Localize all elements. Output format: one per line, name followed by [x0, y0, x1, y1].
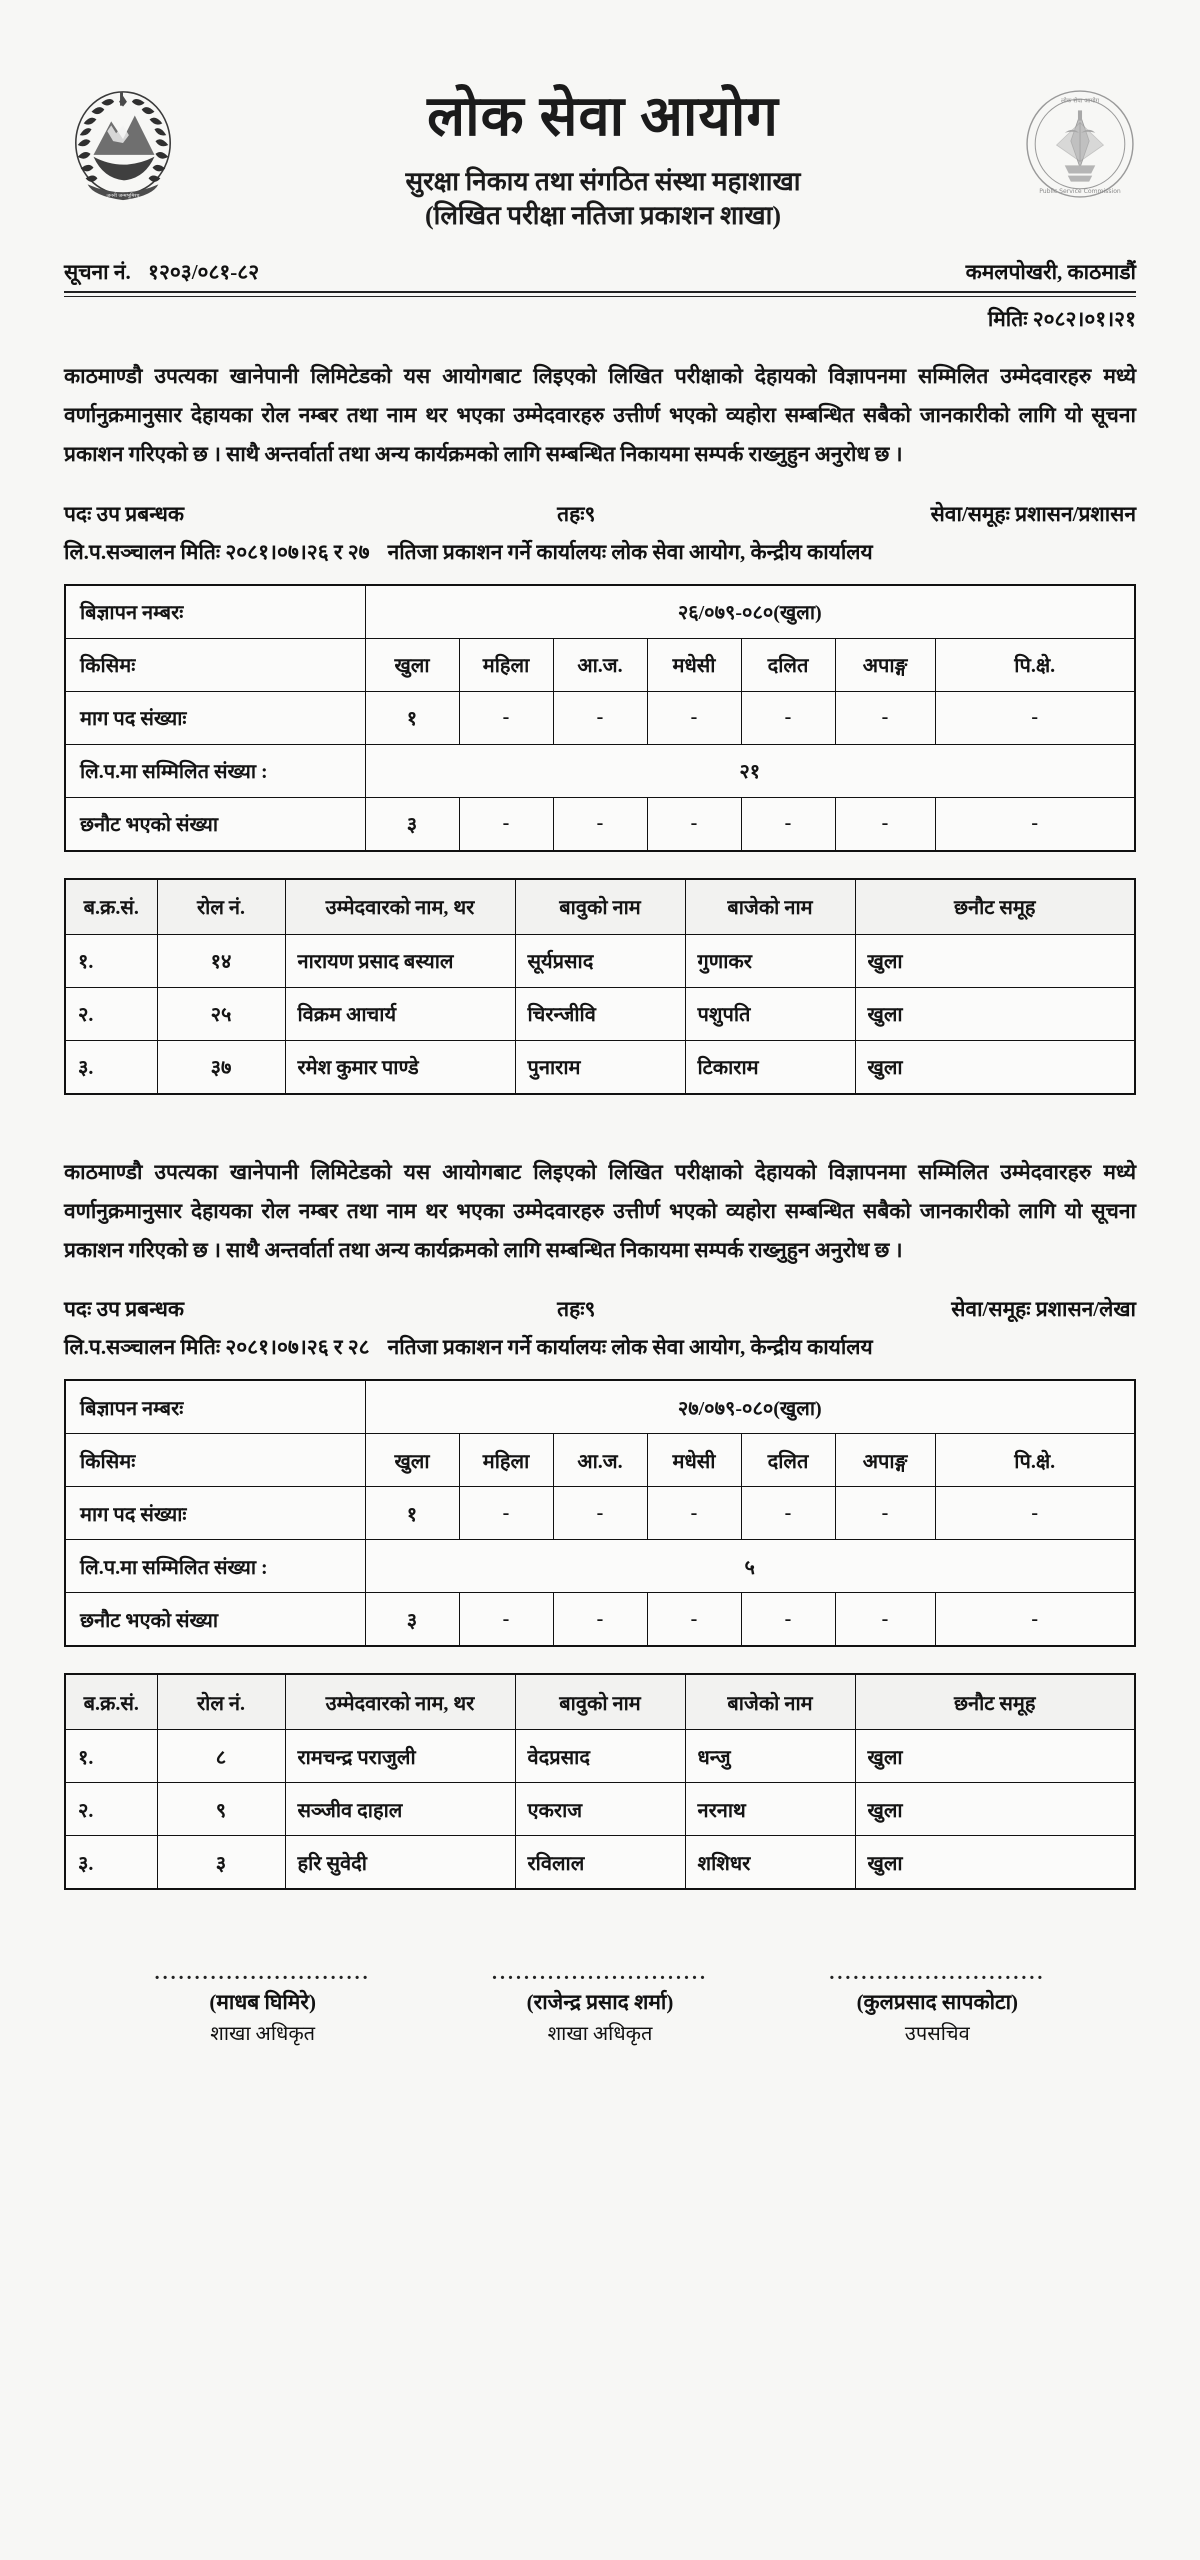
cell-name: सञ्जीव दाहाल: [285, 1783, 515, 1836]
branch-title: (लिखित परीक्षा नतिजा प्रकाशन शाखा): [424, 200, 782, 230]
appeared-value: ५: [365, 1540, 1135, 1593]
section-2-exam-date: [64, 1333, 370, 1361]
cell-father: एकराज: [515, 1783, 685, 1836]
section-1-candidates-table: [64, 878, 1136, 1095]
column-header-group: छनौट समूह: [855, 1674, 1135, 1730]
table-row: [65, 1783, 1135, 1836]
signature-line: ...........................: [491, 1962, 708, 1985]
cell-grandfather: पशुपति: [685, 987, 855, 1040]
section-2-meta-row: [64, 1295, 1136, 1323]
column-header-name: उम्मेदवारको नाम, थर: [285, 1674, 515, 1730]
selected-value: -: [553, 797, 647, 851]
signature-designation: उपसचिव: [904, 2022, 970, 2045]
level-value: ९: [584, 501, 596, 526]
cell-roll: ९: [157, 1783, 285, 1836]
cell-name: नारायण प्रसाद बस्याल: [285, 934, 515, 987]
exam-date-value: २०८१।०७।२६ र २८: [225, 1335, 370, 1360]
table-row: [65, 987, 1135, 1040]
cell-serial: १.: [65, 934, 157, 987]
table-row: [65, 1487, 1135, 1540]
table-row: [65, 638, 1135, 691]
demand-posts-label: माग पद संख्याः: [65, 1487, 365, 1540]
table-row: [65, 1380, 1135, 1434]
signature-3: [822, 1962, 1052, 2049]
selected-value: -: [553, 1593, 647, 1647]
cell-serial: २.: [65, 1783, 157, 1836]
selected-value: -: [459, 797, 553, 851]
cell-roll: ३: [157, 1836, 285, 1890]
signature-line: ...........................: [154, 1962, 371, 1985]
category-header: दलित: [741, 638, 835, 691]
appeared-label: लि.प.मा सम्मिलित संख्या :: [65, 1540, 365, 1593]
demand-posts-value: -: [835, 691, 935, 744]
notice-date: मितिः २०८२।०१।२१: [987, 307, 1136, 332]
page-title: लोक सेवा आयोग: [427, 86, 779, 148]
kisim-label: किसिमः: [65, 1434, 365, 1487]
document-header: [64, 56, 1136, 232]
exam-date-value: २०८१।०७।२६ र २७: [225, 539, 370, 564]
cell-group: खुला: [855, 934, 1135, 987]
selected-value: -: [835, 797, 935, 851]
selected-value: ३: [365, 797, 459, 851]
ad-number-label: बिज्ञापन नम्बरः: [65, 585, 365, 639]
signature-line: ...........................: [829, 1962, 1046, 1985]
exam-date-label: लि.प.सञ्चालन मितिः: [64, 539, 221, 564]
cell-serial: २.: [65, 987, 157, 1040]
cell-serial: ३.: [65, 1836, 157, 1890]
svg-text:जननी जन्मभूमिश्च: जननी जन्मभूमिश्च: [106, 193, 140, 200]
category-header: अपाङ्ग: [835, 1434, 935, 1487]
category-header: दलित: [741, 1434, 835, 1487]
section-2-post: [64, 1295, 557, 1323]
category-header: आ.ज.: [553, 638, 647, 691]
notice-number-label: सूचना नं.: [64, 260, 131, 285]
column-header-serial: ब.क्र.सं.: [65, 879, 157, 935]
selected-label: छनौट भएको संख्या: [65, 797, 365, 851]
demand-posts-value: -: [935, 691, 1135, 744]
post-value: उप प्रबन्धक: [96, 501, 185, 526]
notice-paragraph-1: काठमाण्डौ उपत्यका खानेपानी लिमिटेडको यस आयोगबाट लिइएको लिखित परीक्षाको देहायको विज्ञापनमा सम्मिलित उम्मेदवारहरु मध्ये वर्णानुक्रमानुसार देहायका रोल नम्बर तथा नाम थर भएका उम्मेदवारहरु उत्तीर्ण भएको व्यहोरा सम्बन्धित सबैको जानकारीको लागि यो सूचना प्रकाशन गरिएको छ । साथै अन्तर्वार्ता तथा अन्य कार्यक्रमको लागि सम्बन्धित निकायमा सम्पर्क राख्नुहुन अनुरोध छ ।: [64, 364, 1136, 466]
level-label: तहः: [557, 1297, 585, 1322]
selected-value: -: [459, 1593, 553, 1647]
cell-name: विक्रम आचार्य: [285, 987, 515, 1040]
cell-grandfather: टिकाराम: [685, 1040, 855, 1094]
cell-roll: २५: [157, 987, 285, 1040]
section-1-exam-date: [64, 538, 370, 566]
title-block: [182, 82, 1024, 232]
demand-posts-value: -: [553, 691, 647, 744]
column-header-roll: रोल नं.: [157, 879, 285, 935]
notice-number-row: [64, 258, 1136, 286]
cell-father: चिरन्जीवि: [515, 987, 685, 1040]
column-header-serial: ब.क्र.सं.: [65, 1674, 157, 1730]
cell-roll: १४: [157, 934, 285, 987]
post-label: पदः: [64, 501, 92, 526]
section-2-publishing-office: [388, 1333, 1136, 1361]
header-divider: [64, 291, 1136, 297]
category-header: महिला: [459, 1434, 553, 1487]
cell-roll: ८: [157, 1730, 285, 1783]
signature-name: (कुलप्रसाद सापकोटा): [856, 1990, 1019, 2015]
kisim-label: किसिमः: [65, 638, 365, 691]
category-header: अपाङ्ग: [835, 638, 935, 691]
demand-posts-value: १: [365, 1487, 459, 1540]
table-row: [65, 691, 1135, 744]
signature-1: [148, 1962, 378, 2049]
cell-name: हरि सुवेदी: [285, 1836, 515, 1890]
cell-serial: ३.: [65, 1040, 157, 1094]
table-row: [65, 797, 1135, 851]
section-1-summary-table: [64, 584, 1136, 852]
selected-value: -: [935, 1593, 1135, 1647]
cell-name: रामचन्द्र पराजुली: [285, 1730, 515, 1783]
section-2-candidates-table: [64, 1673, 1136, 1890]
demand-posts-label: माग पद संख्याः: [65, 691, 365, 744]
svg-text:Public Service Commission: Public Service Commission: [1039, 187, 1121, 195]
cell-group: खुला: [855, 1730, 1135, 1783]
column-header-father: बावुको नाम: [515, 1674, 685, 1730]
cell-group: खुला: [855, 1783, 1135, 1836]
cell-father: सूर्यप्रसाद: [515, 934, 685, 987]
cell-roll: ३७: [157, 1040, 285, 1094]
demand-posts-value: -: [459, 1487, 553, 1540]
cell-serial: १.: [65, 1730, 157, 1783]
cell-grandfather: नरनाथ: [685, 1783, 855, 1836]
category-header: मधेसी: [647, 638, 741, 691]
section-1-service-group: [847, 500, 1136, 528]
selected-value: -: [835, 1593, 935, 1647]
publishing-office-value: लोक सेवा आयोग, केन्द्रीय कार्यालय: [611, 539, 873, 564]
selected-label: छनौट भएको संख्या: [65, 1593, 365, 1647]
column-header-grandfather: बाजेको नाम: [685, 1674, 855, 1730]
section-2-level: [557, 1295, 846, 1323]
notice-number-value: १२०३/०८१-८२: [148, 260, 260, 285]
demand-posts-value: १: [365, 691, 459, 744]
publishing-office-value: लोक सेवा आयोग, केन्द्रीय कार्यालय: [611, 1335, 873, 1360]
psc-seal-icon: [1024, 88, 1136, 200]
category-header: पि.क्षे.: [935, 638, 1135, 691]
selected-value: -: [935, 797, 1135, 851]
department-title: सुरक्षा निकाय तथा संगठित संस्था महाशाखा: [405, 166, 801, 196]
table-header-row: [65, 879, 1135, 935]
section-2-service-group: [847, 1295, 1136, 1323]
ad-number-value: २६/०७९-०८०(खुला): [365, 585, 1135, 639]
table-row: [65, 934, 1135, 987]
section-1-meta-row2: [64, 538, 1136, 566]
publishing-office-label: नतिजा प्रकाशन गर्ने कार्यालयः: [387, 1335, 607, 1360]
table-row: [65, 1593, 1135, 1647]
cell-grandfather: धन्जु: [685, 1730, 855, 1783]
section-1-publishing-office: [388, 538, 1136, 566]
table-row: [65, 1434, 1135, 1487]
service-group-value: प्रशासन/प्रशासन: [1015, 501, 1136, 526]
signature-designation: शाखा अधिकृत: [547, 2022, 653, 2045]
table-row: [65, 1040, 1135, 1094]
demand-posts-value: -: [459, 691, 553, 744]
notice-place: कमलपोखरी, काठमाडौं: [965, 260, 1136, 285]
category-header: खुला: [365, 638, 459, 691]
post-value: उप प्रबन्धक: [96, 1297, 185, 1322]
section-2-meta-row2: [64, 1333, 1136, 1361]
ad-number-label: बिज्ञापन नम्बरः: [65, 1380, 365, 1434]
demand-posts-value: -: [741, 1487, 835, 1540]
signature-name: (माधब घिमिरे): [209, 1990, 316, 2015]
notice-paragraph-2: काठमाण्डौ उपत्यका खानेपानी लिमिटेडको यस आयोगबाट लिइएको लिखित परीक्षाको देहायको विज्ञापनमा सम्मिलित उम्मेदवारहरु मध्ये वर्णानुक्रमानुसार देहायका रोल नम्बर तथा नाम थर भएका उम्मेदवारहरु उत्तीर्ण भएको व्यहोरा सम्बन्धित सबैको जानकारीको लागि यो सूचना प्रकाशन गरिएको छ । साथै अन्तर्वार्ता तथा अन्य कार्यक्रमको लागि सम्बन्धित निकायमा सम्पर्क राख्नुहुन अनुरोध छ ।: [64, 1159, 1136, 1262]
table-row: [65, 1540, 1135, 1593]
publishing-office-label: नतिजा प्रकाशन गर्ने कार्यालयः: [387, 539, 607, 564]
selected-value: -: [741, 1593, 835, 1647]
section-1-post: [64, 500, 557, 528]
selected-value: -: [647, 797, 741, 851]
column-header-roll: रोल नं.: [157, 1674, 285, 1730]
demand-posts-value: -: [835, 1487, 935, 1540]
section-1-meta-row: [64, 500, 1136, 528]
demand-posts-value: -: [647, 1487, 741, 1540]
demand-posts-value: -: [741, 691, 835, 744]
notice-number: [64, 258, 259, 286]
column-header-group: छनौट समूह: [855, 879, 1135, 935]
cell-grandfather: गुणाकर: [685, 934, 855, 987]
signature-designation: शाखा अधिकृत: [210, 2022, 316, 2045]
selected-value: ३: [365, 1593, 459, 1647]
table-row: [65, 1730, 1135, 1783]
table-row: [65, 744, 1135, 797]
demand-posts-value: -: [935, 1487, 1135, 1540]
cell-name: रमेश कुमार पाण्डे: [285, 1040, 515, 1094]
category-header: महिला: [459, 638, 553, 691]
cell-father: रविलाल: [515, 1836, 685, 1890]
category-header: खुला: [365, 1434, 459, 1487]
table-row: [65, 1836, 1135, 1890]
cell-group: खुला: [855, 1836, 1135, 1890]
service-group-label: सेवा/समूहः: [930, 501, 1010, 526]
signature-2: [485, 1962, 715, 2049]
category-header: आ.ज.: [553, 1434, 647, 1487]
appeared-label: लि.प.मा सम्मिलित संख्या :: [65, 744, 365, 797]
selected-value: -: [647, 1593, 741, 1647]
signature-block: [64, 1962, 1136, 2049]
category-header: पि.क्षे.: [935, 1434, 1135, 1487]
selected-value: -: [741, 797, 835, 851]
level-label: तहः: [557, 501, 585, 526]
demand-posts-value: -: [553, 1487, 647, 1540]
nepal-government-emblem-icon: [64, 82, 182, 208]
svg-text:लोक सेवा आयोग: लोक सेवा आयोग: [1060, 97, 1100, 105]
column-header-grandfather: बाजेको नाम: [685, 879, 855, 935]
cell-group: खुला: [855, 1040, 1135, 1094]
section-1-level: [557, 500, 846, 528]
signature-name: (राजेन्द्र प्रसाद शर्मा): [526, 1990, 674, 2015]
appeared-value: २१: [365, 744, 1135, 797]
service-group-value: प्रशासन/लेखा: [1035, 1297, 1136, 1322]
category-header: मधेसी: [647, 1434, 741, 1487]
post-label: पदः: [64, 1297, 92, 1322]
level-value: ९: [584, 1297, 596, 1322]
cell-grandfather: शशिधर: [685, 1836, 855, 1890]
cell-father: वेदप्रसाद: [515, 1730, 685, 1783]
cell-group: खुला: [855, 987, 1135, 1040]
table-header-row: [65, 1674, 1135, 1730]
demand-posts-value: -: [647, 691, 741, 744]
exam-date-label: लि.प.सञ्चालन मितिः: [64, 1335, 221, 1360]
table-row: [65, 585, 1135, 639]
cell-father: पुनाराम: [515, 1040, 685, 1094]
column-header-father: बावुको नाम: [515, 879, 685, 935]
column-header-name: उम्मेदवारको नाम, थर: [285, 879, 515, 935]
ad-number-value: २७/०७९-०८०(खुला): [365, 1380, 1135, 1434]
section-2-summary-table: [64, 1379, 1136, 1647]
service-group-label: सेवा/समूहः: [951, 1297, 1031, 1322]
